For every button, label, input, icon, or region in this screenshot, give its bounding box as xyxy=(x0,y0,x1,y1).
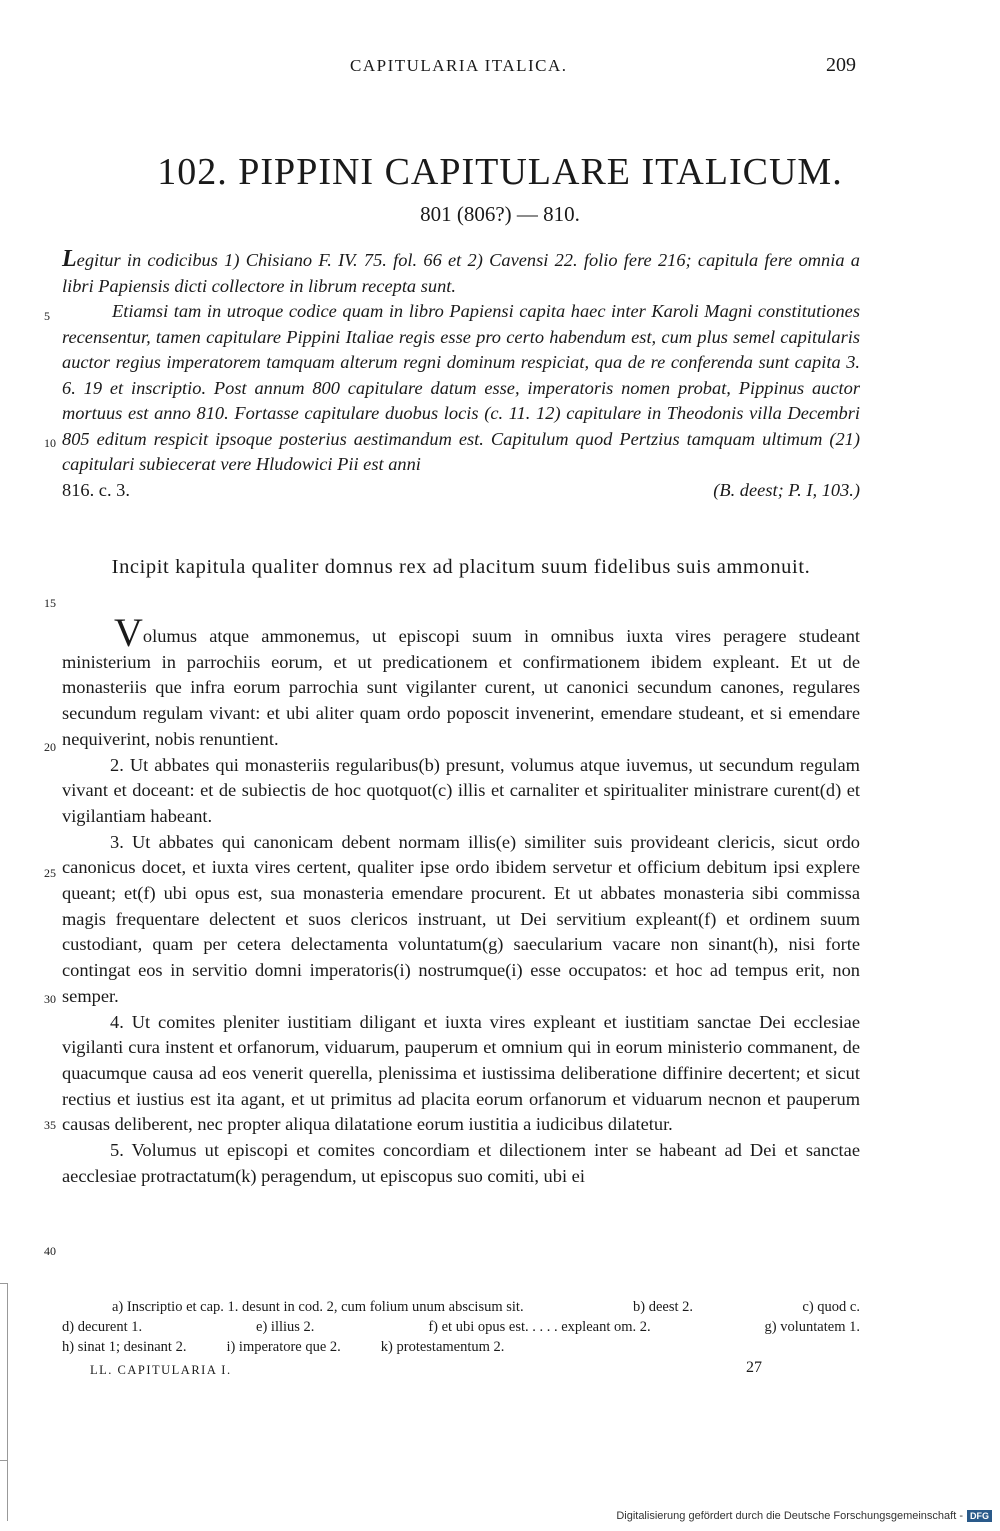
chapter-2: 2. Ut abbates qui monasteriis regularibus(b) presunt, volumus atque iuvemus, ut secundum regulam vivant et doceant: et de subiectis de hoc quotquot(c) illis et carnaliter et spiritualiter ministrare curent(d) et vigilantiam habeant. xyxy=(62,754,860,826)
running-head-title: CAPITULARIA ITALICA. xyxy=(350,56,568,75)
intro-initial: L xyxy=(62,246,77,272)
intro-paragraph-2: Etiamsi tam in utroque codice quam in libro Papiensi capita haec inter Karoli Magni constitutiones recensentur, tamen capitulare Pippini Italiae regis esse pro certo habendum est, cum plus semel capitularis auctor regius imperatorem tamquam alterum regni dominum respiciat, qua de re conferenda sunt capita 3. 6. 19 et inscriptio. Post annum 800 capitulare datum esse, imperatoris nomen probat, Pippinus auctor mortuus est anno 810. Fortasse capitulare duobus locis (c. 11. 12) capitulare in Theodonis villa Decembri 805 editum respicit ipsoque posterius aestimandum est. Capitulum quod Pertzius tamquam ultimum (21) capitulari subiecerat vere Hludowici Pii est anni xyxy=(62,301,860,474)
gathering-number: 27 xyxy=(746,1359,762,1376)
footnote-e: e) illius 2. xyxy=(256,1319,315,1335)
running-head xyxy=(0,52,1000,82)
chapter-4: 4. Ut comites pleniter iustitiam diligant et iuxta vires expleant et iustitiam sanctae Dei ecclesiae vigilanti cura instent et orfanorum, viduarum, pauperum et omnium qui in eorum ministerio commanent, de quacumque causa ad eos venerit querella, plenissima et iustissima deliberatione diffinire decertent; et sicut rectius et iustius est ita agant, et ut primitus ad placita eorum orfanorum et viduarum necnon et pauperum causas deliberent, nec propter aliqua dilatatione eorum iustitia a iudicibus dilatetur. xyxy=(62,1011,860,1135)
line-number: 30 xyxy=(44,992,56,1006)
footnote-b: b) deest 2. xyxy=(633,1299,693,1315)
footnote-a: a) Inscriptio et cap. 1. desunt in cod. 2, cum folium unum abscisum sit. xyxy=(112,1299,524,1315)
drop-capital: V xyxy=(114,610,143,655)
scan-tick xyxy=(0,1283,7,1284)
line-number: 25 xyxy=(44,866,56,880)
footnote-d: d) decurent 1. xyxy=(62,1319,143,1335)
chapter-1-text: olumus atque ammonemus, ut episcopi suum in omnibus iuxta vires peragere studeant ministerium in parrochiis eorum, et ut predicationem et confirmationem ibidem expleant. Et ut de monasteriis que infra eorum parrochia sunt vigilanter curent, ut canonici secundum canones, regulares secundum regulam vivant: et ubi aliter quam ordo poposcit invenerint, emendare studeant, et si emendare nequiverint, nobis renuntient. xyxy=(62,626,860,749)
line-number: 35 xyxy=(44,1118,56,1132)
footnote-k: k) protestamentum 2. xyxy=(380,1339,505,1355)
line-number: 15 xyxy=(44,596,56,610)
intro-last-left: 816. c. 3. xyxy=(62,479,130,500)
chapter-1 xyxy=(62,610,860,753)
intro-last-line xyxy=(62,478,860,504)
footnote-h: h) sinat 1; desinant 2. xyxy=(62,1339,187,1355)
document-dates: 801 (806?) — 810. xyxy=(420,202,580,226)
chapter-3: 3. Ut abbates qui canonicam debent normam illis(e) similiter suis provideant clericis, sicut ordo canonicus docet, et iuxta vires certent, qualiter ipse ordo ibidem servetur et officium debitum ipsi explere queant; et(f) ubi opus est, sua monasteria emendare procurent. Et ut abbates monasteria sibi commissa magis frequentare delectent et suos clericos instruant, ut Dei servitium expleant(f) et ordinem suum custodiant, quam per cetera delectamenta voluntatum(g) saecularium vacare non sinant(h), nisi forte contingat eos in servitio domni imperatoris(i) nostrumque(i) esse occupatos: et hoc ad tempus erit, non semper. xyxy=(62,831,860,1006)
line-number: 40 xyxy=(44,1244,56,1258)
footnote-i: i) imperatore que 2. xyxy=(226,1339,341,1355)
footnote-g: g) voluntatem 1. xyxy=(764,1319,860,1335)
footnote-row xyxy=(62,1337,860,1357)
intro-paragraph-1 xyxy=(62,247,860,299)
chapter-5: 5. Volumus ut episcopi et comites concordiam et dilectionem inter se habeant ad Dei et sanctae aecclesiae protractatum(k) peragendum, ut episcopus suo comiti, ubi ei xyxy=(62,1140,860,1186)
signature-mark: LL. CAPITULARIA I. xyxy=(90,1363,232,1377)
footnotes xyxy=(62,1297,860,1357)
footnote-f: f) et ubi opus est. . . . . expleant om. 2. xyxy=(428,1319,651,1335)
introduction xyxy=(62,247,860,503)
scan-tick xyxy=(0,1460,7,1461)
incipit-heading xyxy=(62,553,860,581)
incipit-text: Incipit kapitula qualiter domnus rex ad placitum suum fidelibus suis ammonuit. xyxy=(111,556,811,578)
digitization-text: Digitalisierung gefördert durch die Deutsche Forschungsgemeinschaft - xyxy=(616,1510,963,1522)
intro-edition-reference: (B. deest; P. I, 103.) xyxy=(713,479,860,500)
footnote-row xyxy=(62,1317,860,1337)
line-number: 10 xyxy=(44,436,56,450)
dfg-logo: DFG xyxy=(967,1510,992,1522)
digitization-credit xyxy=(616,1510,992,1522)
line-number: 20 xyxy=(44,740,56,754)
line-number: 5 xyxy=(44,309,50,323)
scan-edge-line xyxy=(7,1283,8,1521)
intro-text-1: egitur in codicibus 1) Chisiano F. IV. 75. fol. 66 et 2) Cavensi 22. folio fere 216; capitula fere omnia a libri Papiensis dicti collectore in librum recepta sunt. xyxy=(62,250,860,296)
capitulary-text xyxy=(62,610,860,1189)
page-number: 209 xyxy=(826,54,856,76)
document-title: 102. PIPPINI CAPITULARE ITALICUM. xyxy=(157,151,843,193)
footnote-row xyxy=(62,1297,860,1317)
footnote-c: c) quod c. xyxy=(802,1299,860,1315)
